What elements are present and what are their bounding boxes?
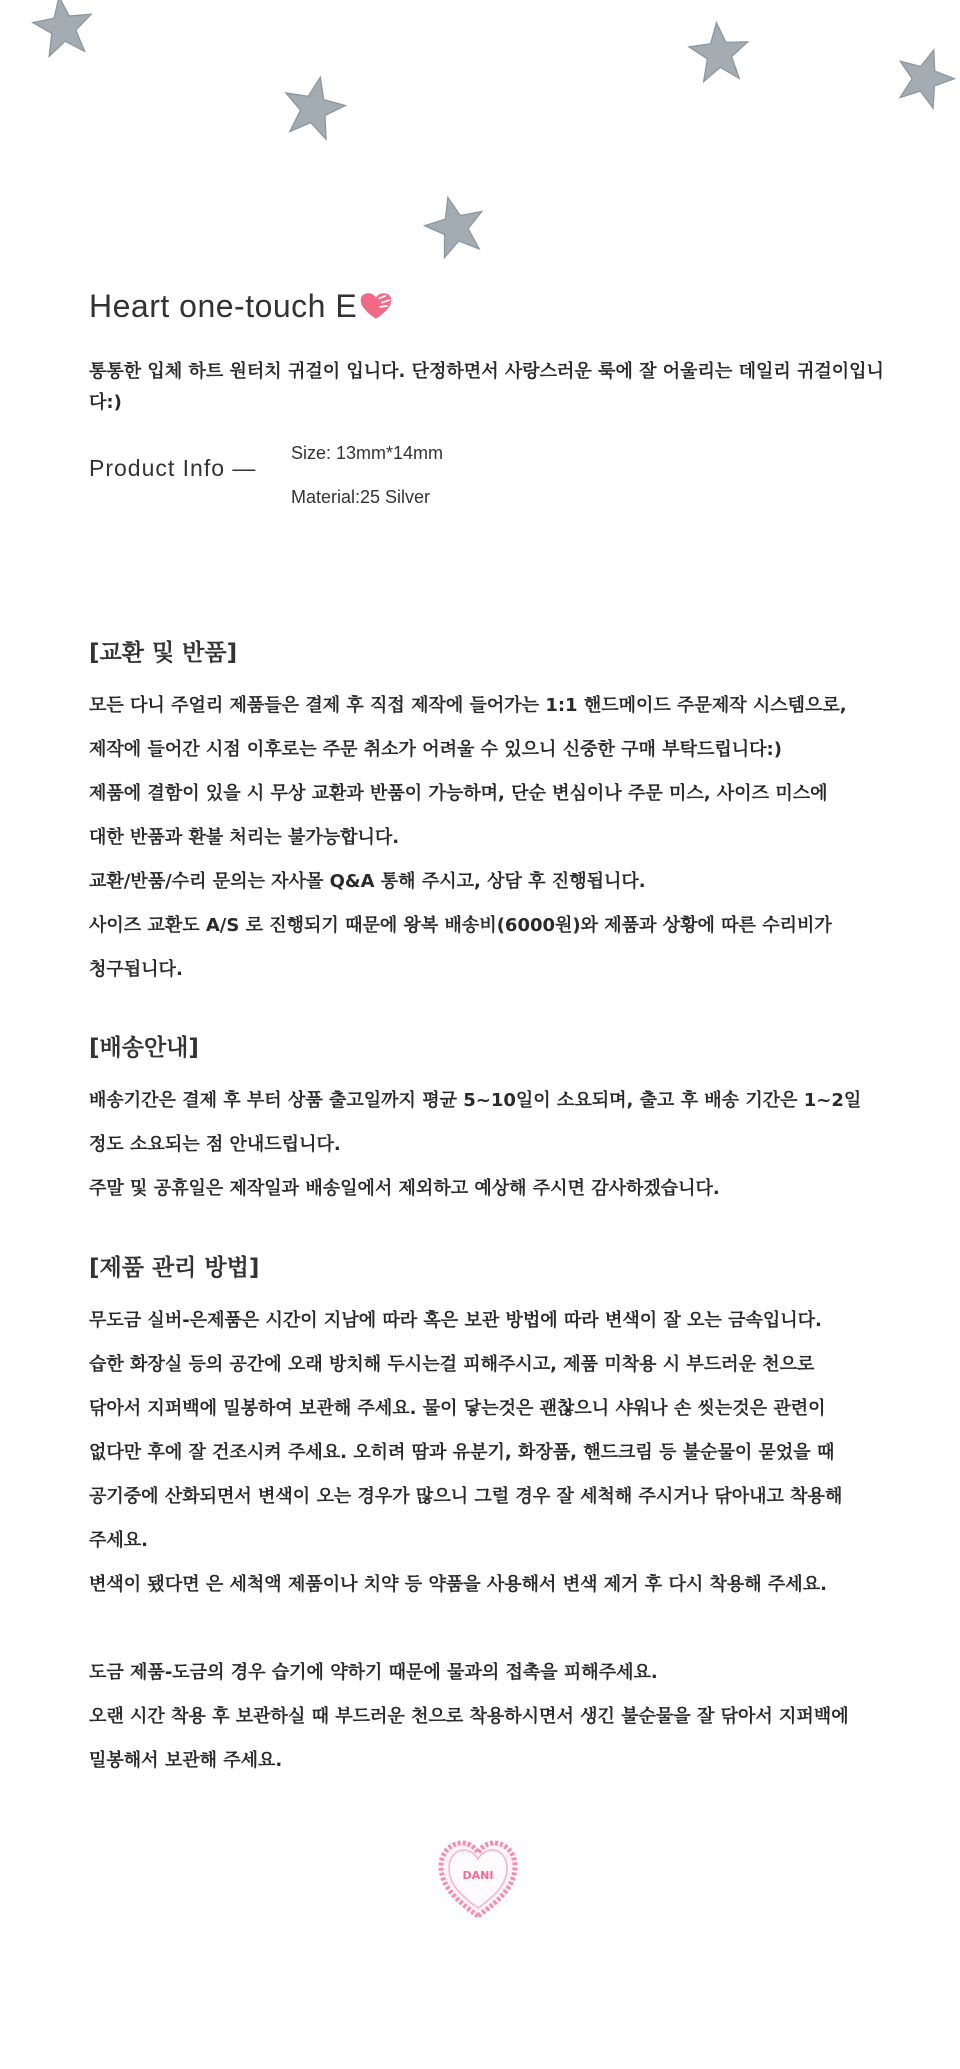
exchange-line: 제품에 결함이 있을 시 무상 교환과 반품이 가능하며, 단순 변심이나 주문 미스, 사이즈 미스에 bbox=[89, 783, 828, 804]
product-intro: 통통한 입체 하트 원터치 귀걸이 입니다. 단정하면서 사랑스러운 룩에 잘 어울리는 데일리 귀걸이입니다:) bbox=[89, 361, 884, 413]
care-line: 주세요. bbox=[89, 1530, 149, 1551]
exchange-line: 제작에 들어간 시점 이후로는 주문 취소가 어려울 수 있으니 신중한 구매 부탁드립니다:) bbox=[89, 739, 782, 760]
star-icon bbox=[683, 17, 754, 87]
heart-icon bbox=[359, 291, 393, 321]
care-line: 변색이 됐다면 은 세척액 제품이나 치약 등 약품을 사용해서 변색 제거 후 다시 착용해 주세요. bbox=[89, 1574, 827, 1595]
exchange-section bbox=[89, 636, 909, 992]
shipping-line: 주말 및 공휴일은 제작일과 배송일에서 제외하고 예상해 주시면 감사하겠습니다. bbox=[89, 1178, 720, 1199]
exchange-line: 청구됩니다. bbox=[89, 959, 183, 980]
product-title-text: Heart one-touch E bbox=[89, 288, 358, 324]
exchange-line: 모든 다니 주얼리 제품들은 결제 후 직접 제작에 들어가는 1:1 핸드메이드 주문제작 시스템으로, bbox=[89, 695, 847, 716]
star-icon bbox=[886, 37, 960, 117]
shipping-section bbox=[89, 1031, 909, 1211]
care-line: 무도금 실버-은제품은 시간이 지남에 따라 혹은 보관 방법에 따라 변색이 잘 오는 금속입니다. bbox=[89, 1310, 822, 1331]
care-section bbox=[89, 1251, 909, 1783]
shipping-line: 배송기간은 결제 후 부터 상품 출고일까지 평균 5~10일이 소요되며, 출고 후 배송 기간은 1~2일 bbox=[89, 1090, 862, 1111]
care-line: 도금 제품-도금의 경우 습기에 약하기 때문에 물과의 접촉을 피해주세요. bbox=[89, 1662, 658, 1683]
care-heading: [제품 관리 방법] bbox=[89, 1255, 260, 1281]
product-info-label: Product Info — bbox=[89, 455, 257, 481]
logo-text: DANI bbox=[462, 1869, 494, 1882]
shipping-heading: [배송안내] bbox=[89, 1035, 199, 1061]
product-title bbox=[89, 288, 393, 325]
shipping-line: 정도 소요되는 점 안내드립니다. bbox=[89, 1134, 341, 1155]
exchange-line: 대한 반품과 환불 처리는 불가능합니다. bbox=[89, 827, 400, 848]
star-icon bbox=[26, 0, 100, 62]
product-material: Material:25 Silver bbox=[291, 487, 431, 507]
star-icon bbox=[275, 68, 353, 146]
product-size: Size: 13mm*14mm bbox=[291, 443, 444, 463]
exchange-line: 사이즈 교환도 A/S 로 진행되기 때문에 왕복 배송비(6000원)와 제품과 상황에 따른 수리비가 bbox=[89, 915, 832, 936]
care-line: 밀봉해서 보관해 주세요. bbox=[89, 1750, 283, 1771]
star-icon bbox=[416, 187, 494, 265]
care-line: 오랜 시간 착용 후 보관하실 때 부드러운 천으로 착용하시면서 생긴 불순물을 잘 닦아서 지퍼백에 bbox=[89, 1706, 849, 1727]
care-line: 공기중에 산화되면서 변색이 오는 경우가 많으니 그럴 경우 잘 세척해 주시거나 닦아내고 착용해 bbox=[89, 1486, 843, 1507]
care-line: 닦아서 지퍼백에 밀봉하여 보관해 주세요. 물이 닿는것은 괜찮으니 샤워나 손 씻는것은 관련이 bbox=[89, 1398, 826, 1419]
brand-logo bbox=[436, 1838, 520, 1920]
care-line: 없다만 후에 잘 건조시켜 주세요. 오히려 땀과 유분기, 화장품, 핸드크림 등 불순물이 묻었을 때 bbox=[89, 1442, 835, 1463]
care-line: 습한 화장실 등의 공간에 오래 방치해 두시는걸 피해주시고, 제품 미착용 시 부드러운 천으로 bbox=[89, 1354, 815, 1375]
exchange-line: 교환/반품/수리 문의는 자사몰 Q&A 통해 주시고, 상담 후 진행됩니다. bbox=[89, 871, 646, 892]
exchange-heading: [교환 및 반품] bbox=[89, 640, 238, 666]
